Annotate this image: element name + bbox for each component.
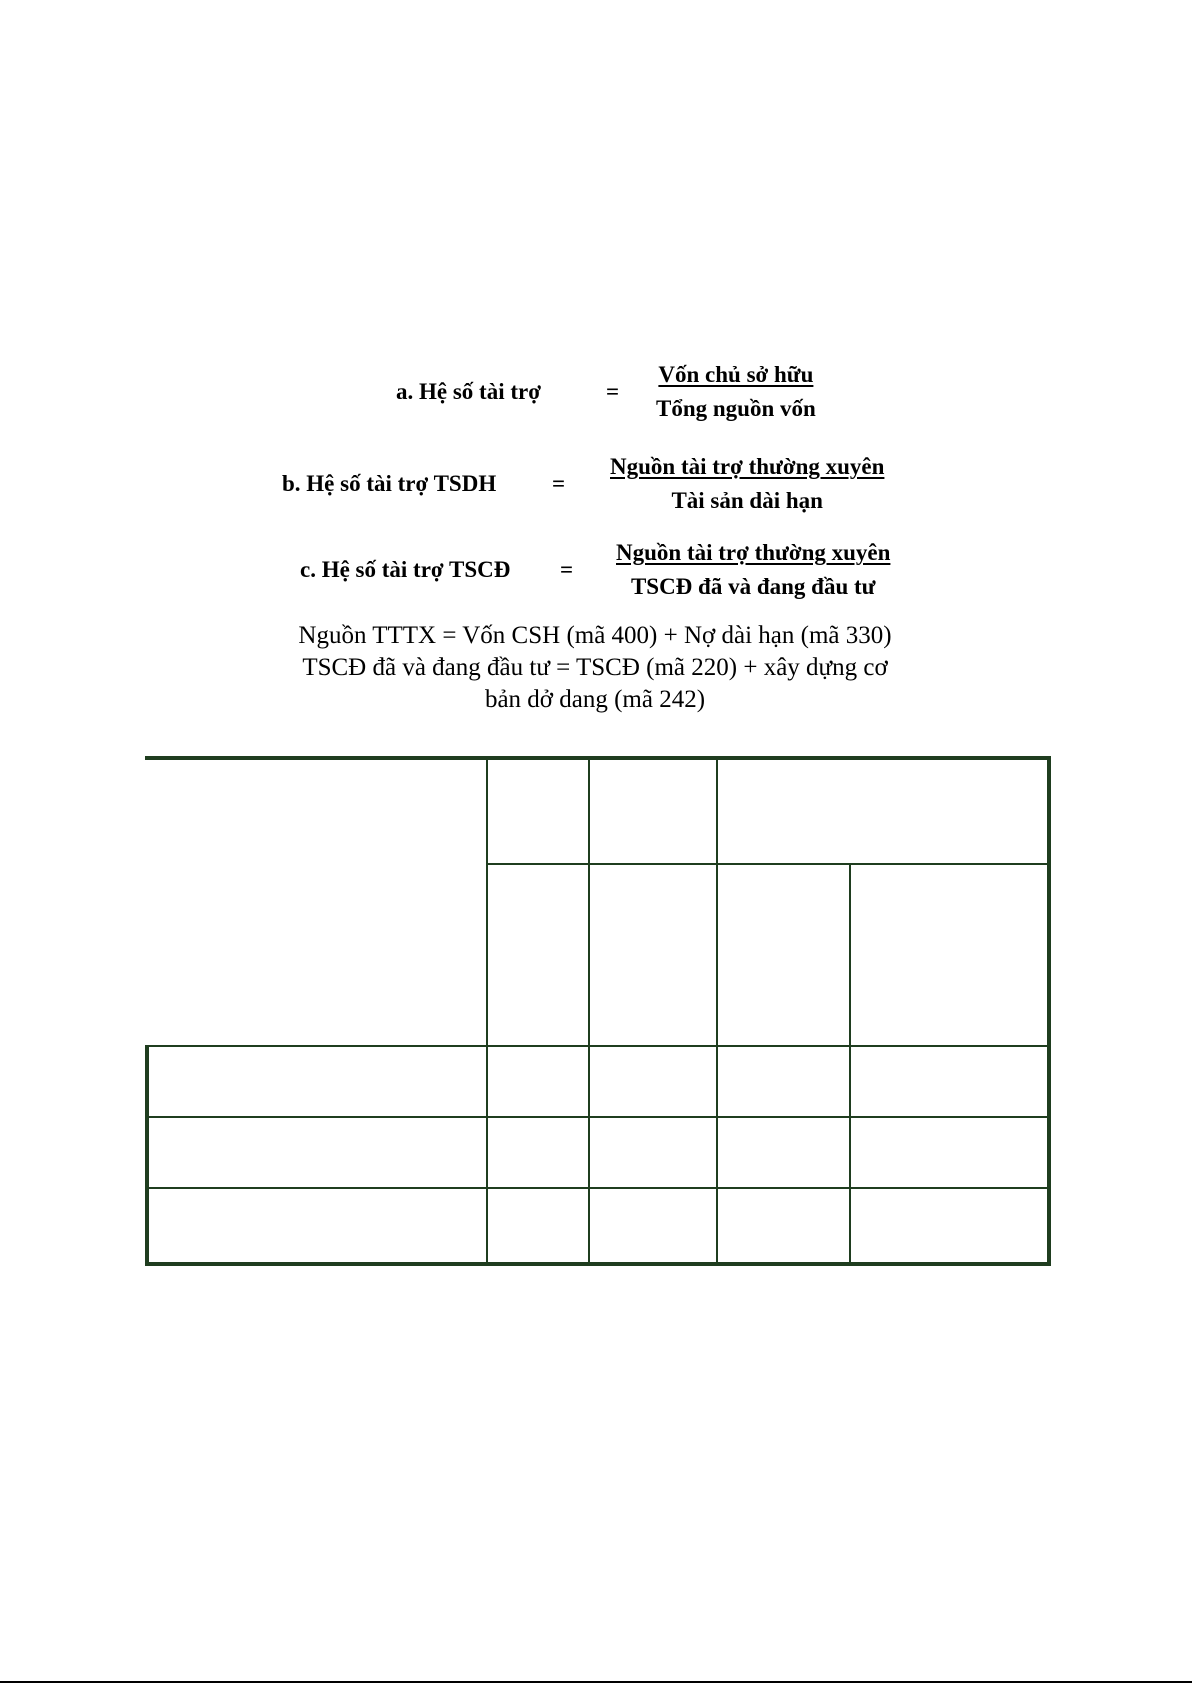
table-row-line-3 [145,1187,1051,1189]
note-line-3: bản dở dang (mã 242) [484,686,706,713]
table-border-top [145,756,1051,760]
table-row-line-1 [145,1045,1051,1047]
formula-a-denominator: Tổng nguồn vốn [656,396,816,421]
formula-b-label: b. Hệ số tài trợ TSDH [282,471,497,496]
table-border-bottom [145,1262,1051,1266]
formula-b-denominator: Tài sản dài hạn [671,488,823,513]
formula-c-fraction [616,538,890,602]
formula-b [282,452,884,516]
formula-a-numerator: Vốn chủ sở hữu [658,362,814,387]
formula-b-fraction [610,452,884,516]
formula-c [300,538,890,602]
table-border-left [145,1046,149,1266]
note-line-1: Nguồn TTTX = Vốn CSH (mã 400) + Nợ dài hạn (mã 330) [298,622,892,649]
table-col-line-2 [588,756,590,1266]
table-col-line-3 [716,756,718,1266]
formula-c-label: c. Hệ số tài trợ TSCĐ [300,557,511,582]
table-col-line-4 [849,864,851,1266]
empty-table [145,756,1051,1266]
formula-a [396,360,816,424]
page-bottom-rule [0,1681,1192,1683]
table-header-subline [486,863,1051,865]
table-col-line-1 [486,756,488,1266]
note-line-2: TSCĐ đã và đang đầu tư = TSCĐ (mã 220) + xây dựng cơ [302,654,888,681]
formula-b-numerator: Nguồn tài trợ thường xuyên [610,454,885,479]
formula-c-equals: = [560,557,574,582]
formula-c-denominator: TSCĐ đã và đang đầu tư [630,574,876,599]
formula-notes [265,620,925,716]
table-row-line-2 [145,1116,1051,1118]
table-border-right [1047,756,1051,1266]
formula-a-fraction [656,360,816,424]
formula-c-numerator: Nguồn tài trợ thường xuyên [616,540,891,565]
formula-b-equals: = [552,471,566,496]
formula-a-label: a. Hệ số tài trợ [396,379,541,404]
formula-a-equals: = [606,379,620,404]
